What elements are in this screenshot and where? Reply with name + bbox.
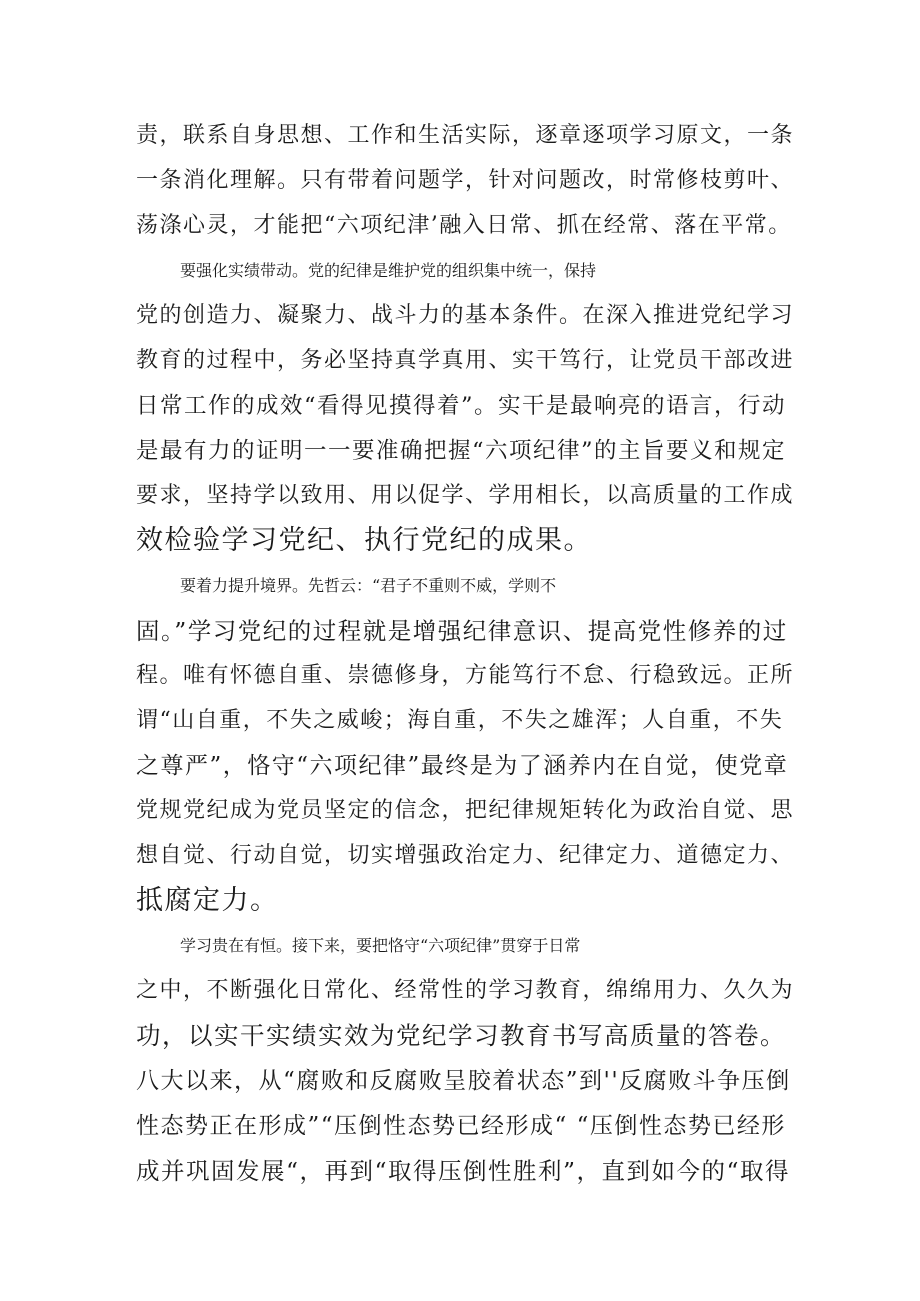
text-line: 是最有力的证明一一要准确把握“六项纪律”的主旨要义和规定 bbox=[136, 438, 787, 464]
text-line: 荡涤心灵，才能把“六项纪津’融入日常、抓在经常、落在平常。 bbox=[136, 213, 792, 238]
text-line: 性态势正在形成”“压倒性态势已经形成“ “压倒性态势已经形 bbox=[136, 1113, 786, 1139]
paragraph-start-line: 要强化实绩带动。党的纪律是维护党的组织集中统一，保持 bbox=[180, 261, 597, 280]
text-line: 要求，坚持学以致用、用以促学、学用相长，以高质量的工作成 bbox=[136, 483, 795, 508]
text-line: 责，联系自身思想、工作和生活实际，逐章逐项学习原文，一条 bbox=[136, 123, 795, 148]
paragraph-start-line: 学习贵在有恒。接下来，要把恪守“六项纪律”贯穿于日常 bbox=[180, 936, 581, 955]
text-line: 党的创造力、凝聚力、战斗力的基本条件。在深入推进党纪学习 bbox=[136, 303, 795, 328]
text-line: 效检验学习党纪、执行党纪的成果。 bbox=[136, 525, 592, 556]
text-line: 谓“山自重，不失之威峻；海自重，不失之雄浑；人自重，不失 bbox=[136, 708, 784, 733]
text-line: 八大以来，从“腐败和反腐败呈胶着状态”到''反腐败斗争压倒 bbox=[136, 1068, 791, 1094]
text-line: 程。唯有怀德自重、崇德修身，方能笃行不怠、行稳致远。正所 bbox=[136, 663, 795, 688]
paragraph-start-line: 要着力提升境界。先哲云：“君子不重则不威，学则不 bbox=[180, 576, 557, 595]
text-line: 想自觉、行动自觉，切实增强政治定力、纪律定力、道德定力、 bbox=[136, 843, 795, 868]
text-line: 之尊严”，恪守“六项纪律”最终是为了涵养内在自觉，使党章 bbox=[136, 753, 789, 779]
text-line: 功，以实干实绩实效为党纪学习教育书写高质量的答卷。 bbox=[136, 1021, 786, 1050]
text-line: 日常工作的成效“看得见摸得着”。实干是最响亮的语言，行动 bbox=[136, 393, 787, 419]
text-line: 教育的过程中，务必坚持真学真用、实干笃行，让党员干部改进 bbox=[136, 348, 795, 373]
text-line: 固。”学习党纪的过程就是增强纪律意识、提高党性修养的过 bbox=[136, 617, 788, 645]
text-line: 一条消化理解。只有带着问题学，针对问题改，时常修枝剪叶、 bbox=[136, 168, 795, 193]
text-line: 抵腐定力。 bbox=[136, 885, 279, 916]
text-line: 党规党纪成为党员坚定的信念，把纪律规矩转化为政治自觉、思 bbox=[136, 798, 795, 823]
text-line: 成并巩固发展“，再到“取得压倒性胜利”，直到如今的“取得 bbox=[136, 1157, 791, 1185]
text-line: 之中，不断强化日常化、经常性的学习教育，绵绵用力、久久为 bbox=[136, 978, 795, 1003]
